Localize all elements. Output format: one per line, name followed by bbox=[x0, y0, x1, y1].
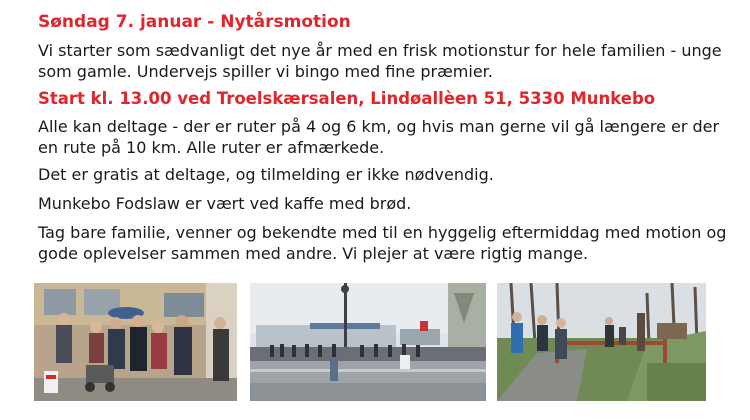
walkers-on-road-photo bbox=[250, 283, 486, 401]
routes-paragraph: Alle kan deltage - der er ruter på 4 og 6 km, og hvis man gerne vil gå længere er der en rute på 10 km. Alle ruter er afmærkede. bbox=[38, 117, 720, 157]
crowd-gathering-photo bbox=[34, 283, 237, 401]
countryside-path-photo bbox=[497, 283, 706, 401]
event-title: Søndag 7. januar - Nytårsmotion bbox=[38, 12, 351, 32]
intro-paragraph: Vi starter som sædvanligt det nye år med en frisk motionstur for hele familien - unge som gamle. Undervejs spiller vi bingo med fine præmier. bbox=[38, 41, 722, 81]
price-paragraph: Det er gratis at deltage, og tilmelding er ikke nødvendig. bbox=[38, 165, 494, 184]
photo-strip bbox=[34, 283, 706, 401]
start-location-heading: Start kl. 13.00 ved Troelskærsalen, Lindøallèen 51, 5330 Munkebo bbox=[38, 89, 656, 108]
host-paragraph: Munkebo Fodslaw er vært ved kaffe med brød. bbox=[38, 194, 412, 213]
event-announcement bbox=[38, 8, 728, 264]
invite-paragraph: Tag bare familie, venner og bekendte med til en hyggelig eftermiddag med motion og gode oplevelser sammen med andre. Vi plejer at være rigtig mange. bbox=[38, 223, 727, 263]
